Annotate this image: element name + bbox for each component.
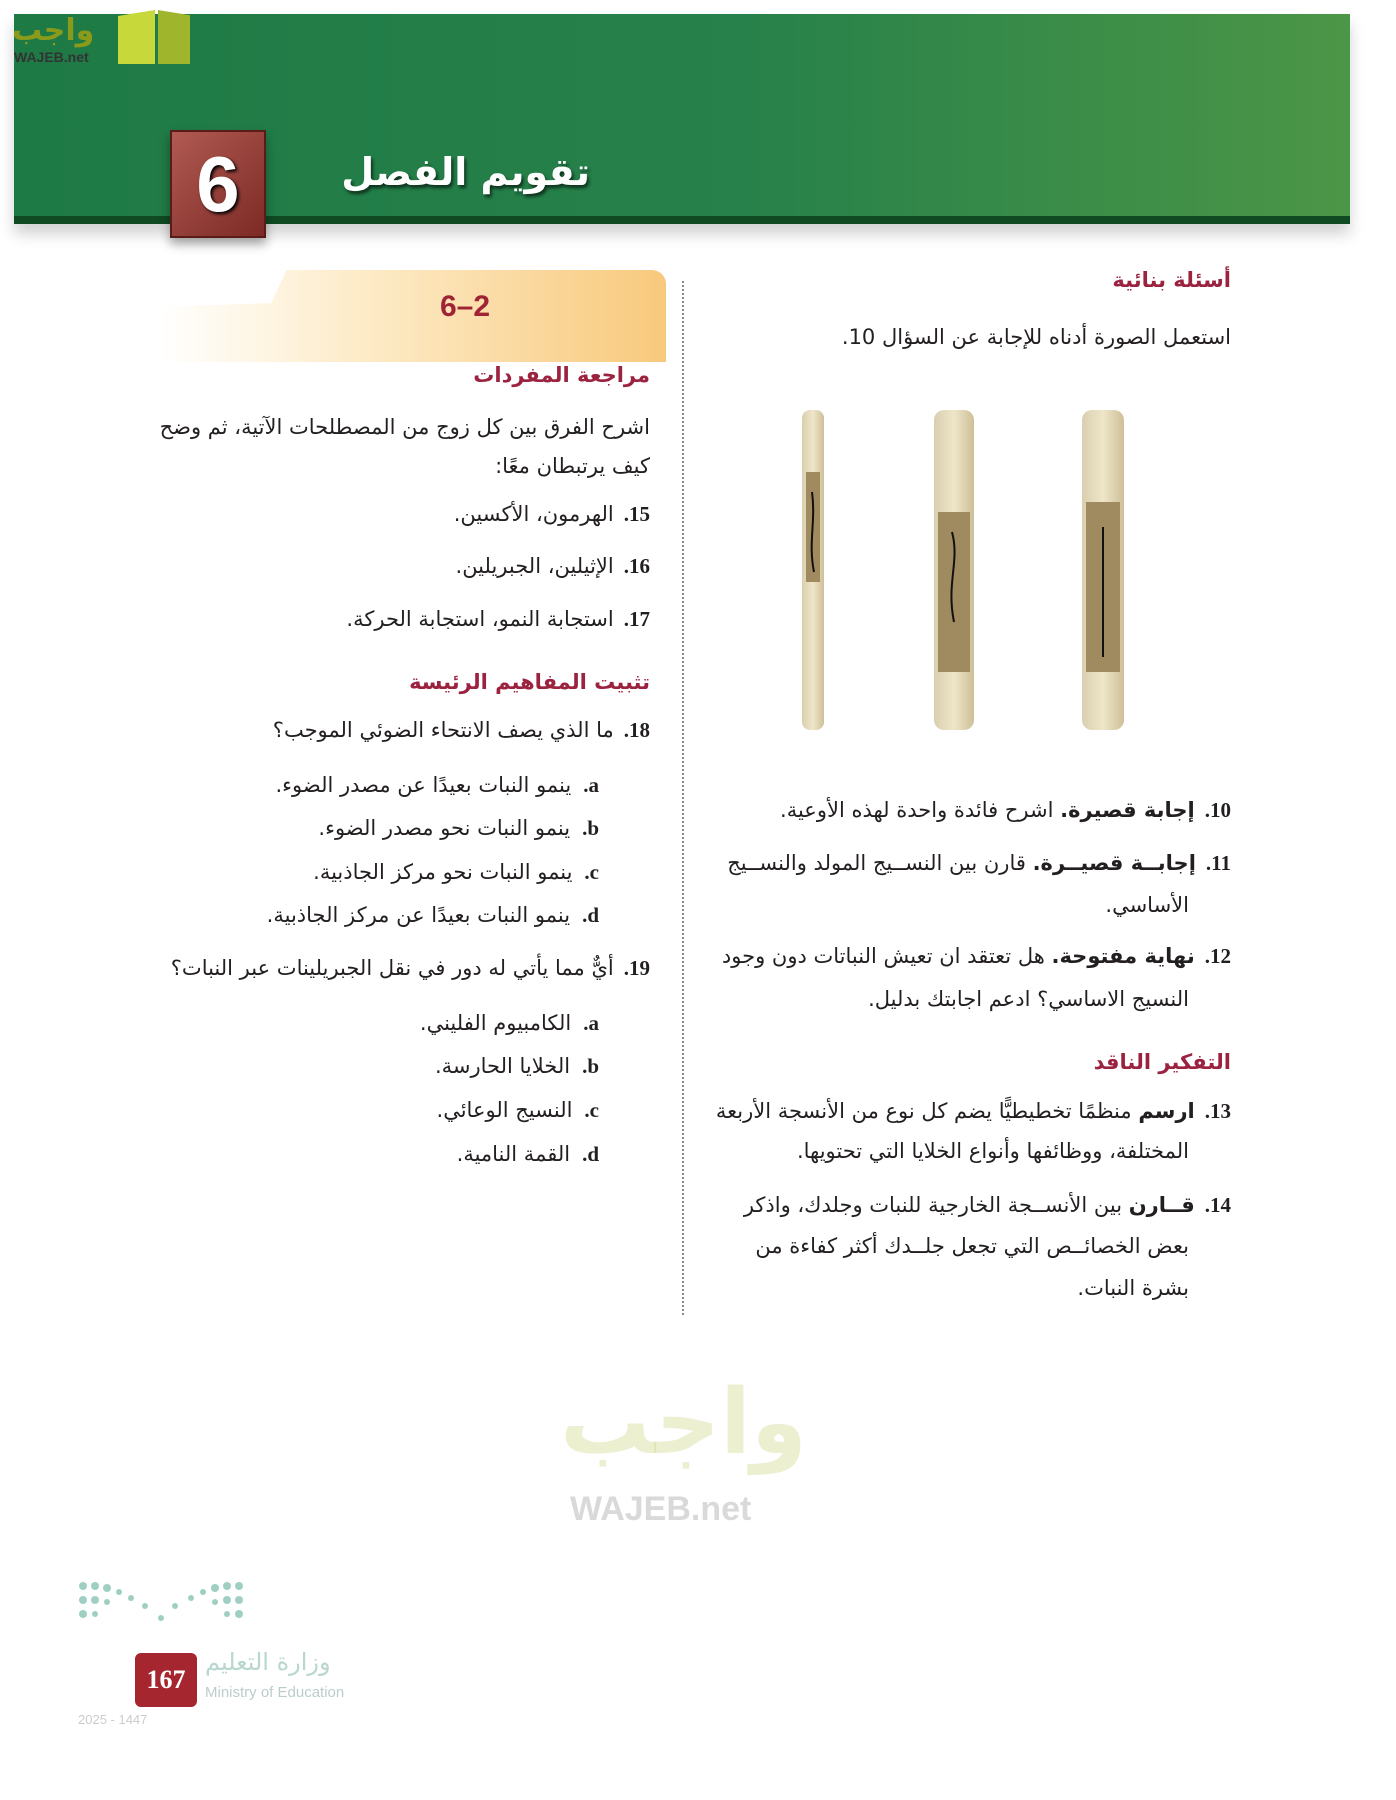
question-15: 15.الهرمون، الأكسين. [453, 502, 650, 526]
watermark-arabic: واجب [560, 1370, 807, 1475]
question-10: 10.إجابة قصيرة. اشرح فائدة واحدة لهذه الأوعية. [780, 798, 1231, 822]
vocab-intro-line1: اشرح الفرق بين كل زوج من المصطلحات الآتية، ثم وضح [159, 415, 650, 439]
image-intro: استعمل الصورة أدناه للإجابة عن السؤال 10. [841, 325, 1231, 349]
svg-text:WAJEB.net: WAJEB.net [14, 49, 89, 65]
svg-text:واجب: واجب [12, 13, 95, 48]
option-19c[interactable]: c.النسيج الوعائي. [436, 1098, 599, 1122]
heading-vocabulary-review: مراجعة المفردات [473, 363, 650, 387]
page-number: 167 [135, 1653, 197, 1707]
question-14-line2: بعض الخصائــص التي تجعل جلــدك أكثر كفاءة من [755, 1234, 1189, 1258]
heading-constructive-questions: أسئلة بنائية [1112, 268, 1231, 292]
heading-key-concepts: تثبيت المفاهيم الرئيسة [409, 670, 650, 694]
question-17: 17.استجابة النمو، استجابة الحركة. [346, 607, 650, 631]
chapter-number-box: 6 [170, 130, 266, 238]
ministry-logo-dots [75, 1578, 247, 1638]
question-14-line3: بشرة النبات. [1077, 1276, 1189, 1300]
option-18c[interactable]: c.ينمو النبات نحو مركز الجاذبية. [313, 860, 599, 884]
ministry-name-english: Ministry of Education [205, 1684, 345, 1701]
question-19: 19.أيٌّ مما يأتي له دور في نقل الجبريلينات عبر النبات؟ [170, 956, 650, 980]
question-14: 14.قــارن بين الأنســجة الخارجية للنبات وجلدك، واذكر [743, 1193, 1231, 1217]
option-18d[interactable]: d.ينمو النبات بعيدًا عن مركز الجاذبية. [266, 903, 599, 927]
option-19d[interactable]: d.القمة النامية. [456, 1142, 599, 1166]
watermark-latin: WAJEB.net [570, 1490, 752, 1528]
heading-critical-thinking: التفكير الناقد [1093, 1050, 1231, 1074]
question-18: 18.ما الذي يصف الانتحاء الضوئي الموجب؟ [272, 718, 650, 742]
question-12: 12.نهاية مفتوحة. هل تعتقد ان تعيش النباتات دون وجود [721, 944, 1231, 968]
option-19a[interactable]: a.الكامبيوم الفليني. [419, 1011, 599, 1035]
question-16: 16.الإثيلين، الجبريلين. [455, 554, 650, 578]
wajeb-logo [10, 6, 190, 68]
question-13-line2: المختلفة، ووظائفها وأنواع الخلايا التي تحتويها. [796, 1139, 1189, 1163]
question-12-line2: النسيج الاساسي؟ ادعم اجابتك بدليل. [868, 987, 1189, 1011]
ministry-name-arabic: وزارة التعليم [205, 1648, 331, 1676]
option-19b[interactable]: b.الخلايا الحارسة. [434, 1054, 599, 1078]
question-11-line2: الأساسي. [1105, 893, 1189, 917]
question-11: 11.إجابــة قصيــرة. قارن بين النســيج المولد والنســيج [727, 851, 1231, 875]
option-18a[interactable]: a.ينمو النبات بعيدًا عن مصدر الضوء. [275, 773, 599, 797]
vocab-intro-line2: كيف يرتبطان معًا: [495, 454, 650, 478]
chapter-title: تقويم الفصل [341, 150, 590, 194]
column-divider [682, 281, 684, 1315]
question-13: 13.ارسم منظمًا تخطيطيًّا يضم كل نوع من الأنسجة الأربعة [715, 1099, 1231, 1123]
option-18b[interactable]: b.ينمو النبات نحو مصدر الضوء. [318, 816, 599, 840]
lesson-number: 6–2 [439, 290, 491, 323]
edition-year: 2025 - 1447 [78, 1712, 148, 1727]
vessel-elements-image [746, 402, 1194, 735]
